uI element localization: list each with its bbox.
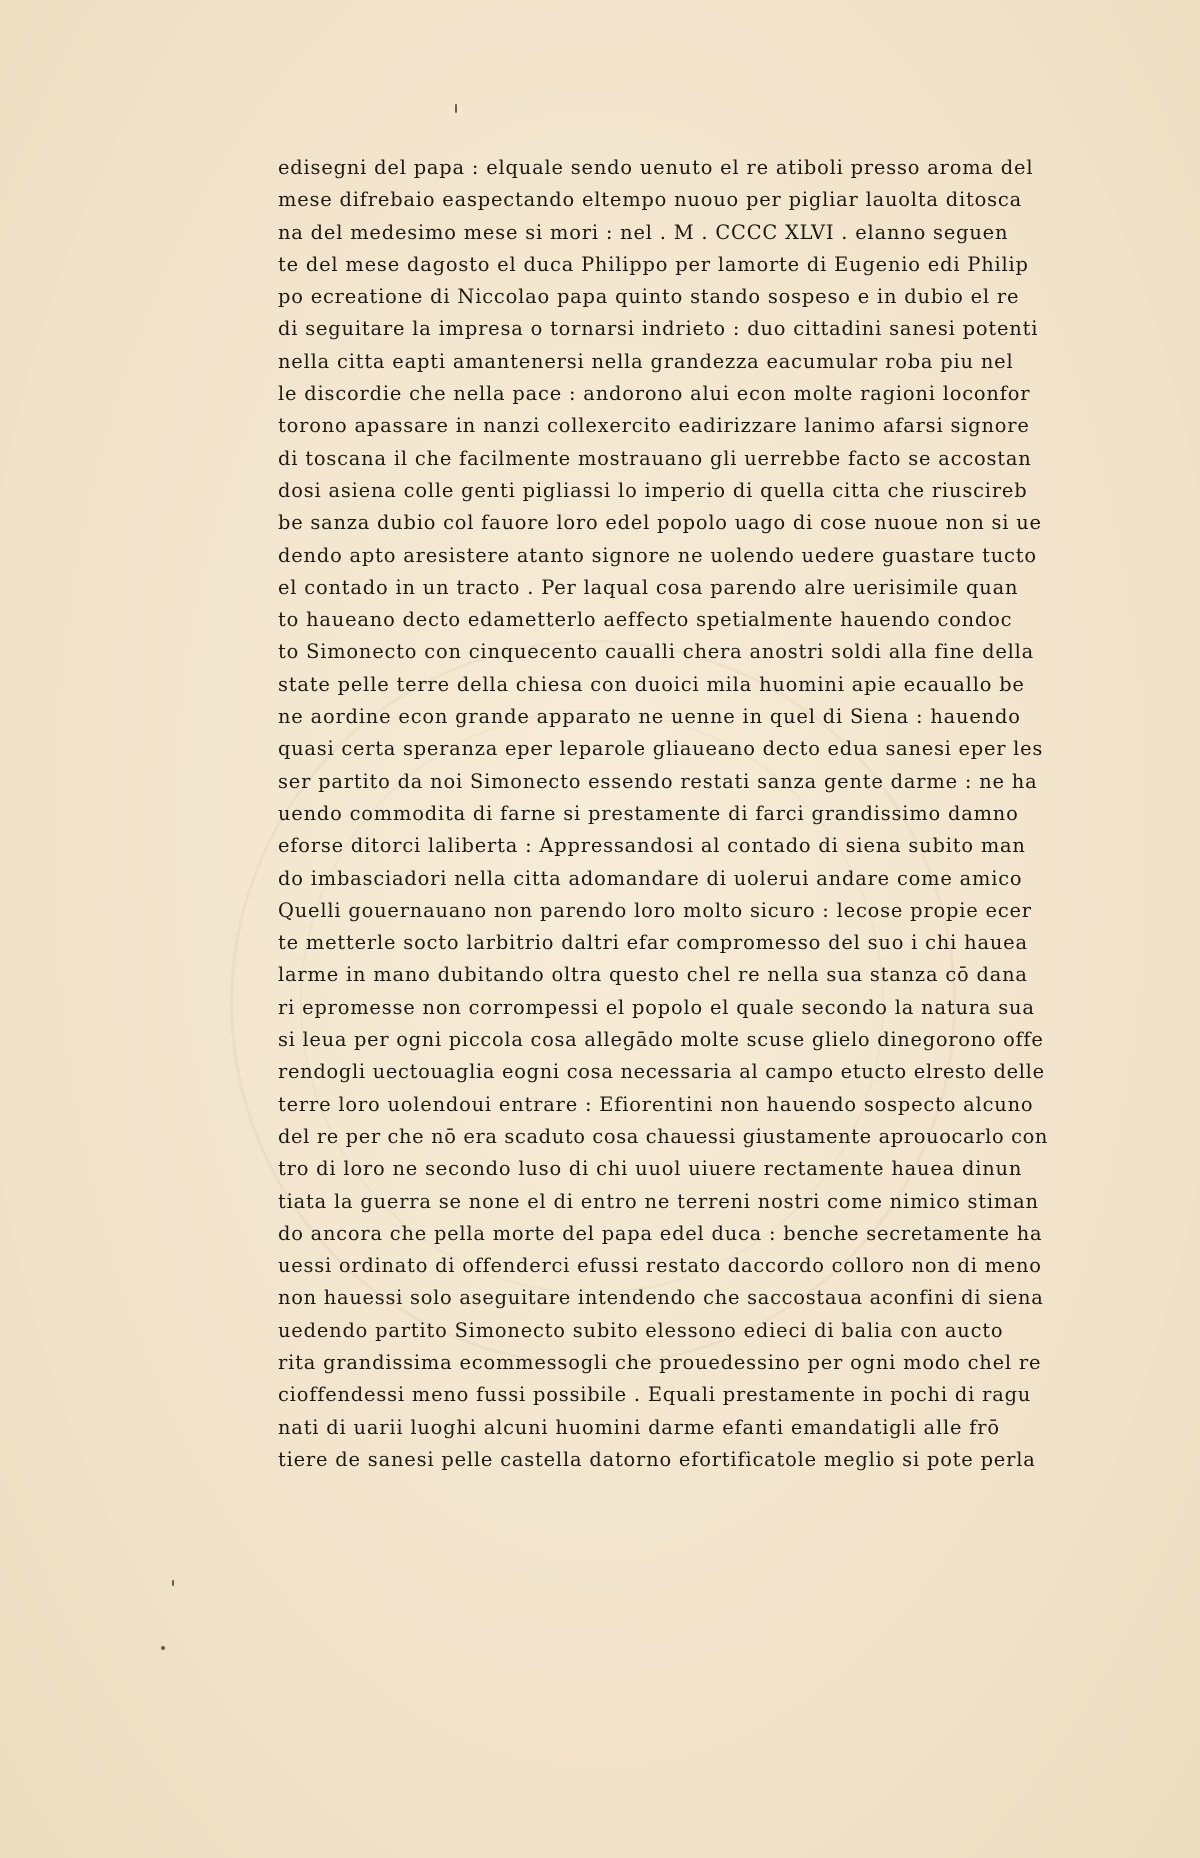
text-line: ne aordine econ grande apparato ne uenne in quel di Siena : hauendo	[278, 705, 1021, 729]
text-line: do imbasciadori nella citta adomandare di uolerui andare come amico	[278, 866, 1023, 890]
text-line: edisegni del papa : elquale sendo uenuto el re atiboli presso aroma del	[278, 156, 1034, 179]
text-line: Quelli gouernauano non parendo loro molto sicuro : lecose propie ecer	[278, 898, 1032, 922]
text-line: to haueano decto edametterlo aeffecto spetialmente hauendo condoc	[278, 608, 1013, 632]
text-line: di seguitare la impresa o tornarsi indrieto : duo cittadini sanesi potenti	[278, 317, 1039, 341]
body-text	[278, 152, 1078, 1476]
text-line: nati di uarii luoghi alcuni huomini darme efanti emandatigli alle frō	[278, 1415, 1000, 1439]
text-line: tro di loro ne secondo luso di chi uuol uiuere rectamente hauea dinun	[278, 1157, 1023, 1181]
text-line: eforse ditorci laliberta : Appressandosi al contado di siena subito man	[278, 834, 1026, 858]
ink-speck	[455, 104, 457, 113]
text-line: tiata la guerra se none el di entro ne terreni nostri come nimico stiman	[278, 1189, 1039, 1213]
text-line: cioffendessi meno fussi possibile . Equali prestamente in pochi di ragu	[278, 1383, 1032, 1407]
text-line: rendogli uectouaglia eogni cosa necessaria al campo etucto elresto delle	[278, 1060, 1045, 1084]
text-line: ri epromesse non corrompessi el popolo el quale secondo la natura sua	[278, 995, 1035, 1019]
text-line: torono apassare in nanzi collexercito eadirizzare lanimo afarsi signore	[278, 414, 1030, 438]
text-line: del re per che nō era scaduto cosa chauessi giustamente aprouocarlo con	[278, 1124, 1049, 1148]
text-line: do ancora che pella morte del papa edel duca : benche secretamente ha	[278, 1221, 1043, 1245]
text-line: te metterle socto larbitrio daltri efar compromesso del suo i chi hauea	[278, 931, 1028, 955]
text-line: to Simonecto con cinquecento caualli chera anostri soldi alla fine della	[278, 640, 1035, 664]
text-line: ser partito da noi Simonecto essendo restati sanza gente darme : ne ha	[278, 769, 1038, 793]
text-line: terre loro uolendoui entrare : Efiorentini non hauendo sospecto alcuno	[278, 1092, 1034, 1116]
ink-speck	[172, 1580, 174, 1586]
text-line: tiere de sanesi pelle castella datorno efortificatole meglio si pote perla	[278, 1447, 1036, 1471]
text-line: na del medesimo mese si mori : nel . M . CCCC XLVI . elanno seguen	[278, 220, 1009, 244]
text-line: quasi certa speranza eper leparole gliaueano decto edua sanesi eper les	[278, 737, 1044, 761]
text-line: dosi asiena colle genti pigliassi lo imperio di quella citta che riuscireb	[278, 478, 1028, 502]
text-line: rita grandissima ecommessogli che prouedessino per ogni modo chel re	[278, 1350, 1042, 1374]
ink-speck	[161, 1646, 165, 1650]
text-line: po ecreatione di Niccolao papa quinto stando sospeso e in dubio el re	[278, 285, 1020, 309]
text-line: le discordie che nella pace : andorono alui econ molte ragioni loconfor	[278, 382, 1031, 406]
text-line: mese difrebaio easpectando eltempo nuouo per pigliar lauolta ditosca	[278, 188, 1022, 212]
text-line: dendo apto aresistere atanto signore ne uolendo uedere guastare tucto	[278, 543, 1037, 567]
text-line: uessi ordinato di offenderci efussi restato daccordo colloro non di meno	[278, 1254, 1042, 1278]
text-line: non hauessi solo aseguitare intendendo che saccostaua aconfini di siena	[278, 1286, 1044, 1310]
text-line: be sanza dubio col fauore loro edel popolo uago di cose nuoue non si ue	[278, 511, 1042, 535]
text-line: nella citta eapti amantenersi nella grandezza eacumular roba piu nel	[278, 349, 1014, 373]
text-line: uedendo partito Simonecto subito elessono edieci di balia con aucto	[278, 1318, 1004, 1342]
text-line: el contado in un tracto . Per laqual cosa parendo alre uerisimile quan	[278, 575, 1019, 599]
text-line: larme in mano dubitando oltra questo chel re nella sua stanza cō dana	[278, 963, 1028, 987]
text-line: te del mese dagosto el duca Philippo per lamorte di Eugenio edi Philip	[278, 252, 1029, 276]
text-line: si leua per ogni piccola cosa allegādo molte scuse glielo dinegorono offe	[278, 1028, 1044, 1052]
text-line: uendo commodita di farne si prestamente di farci grandissimo damno	[278, 801, 1019, 825]
text-line: state pelle terre della chiesa con duoici mila huomini apie ecauallo be	[278, 672, 1025, 696]
text-line: di toscana il che facilmente mostrauano gli uerrebbe facto se accostan	[278, 446, 1032, 470]
